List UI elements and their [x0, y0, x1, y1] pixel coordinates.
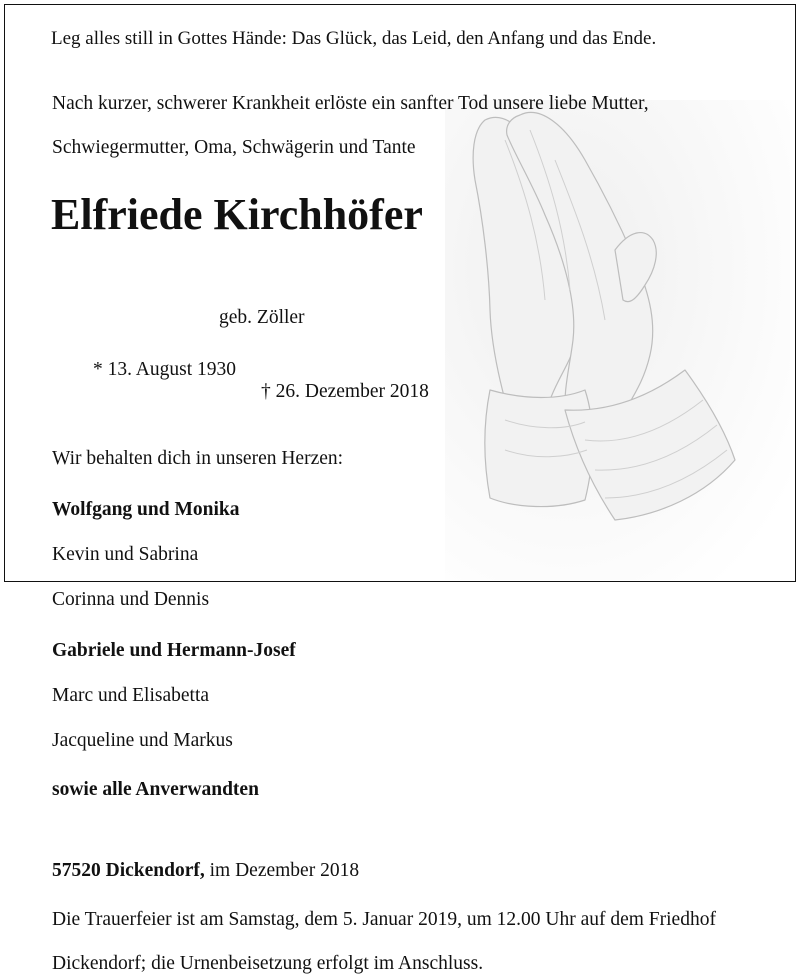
intro-line-1: Nach kurzer, schwerer Krankheit erlöste ein sanfter Tod unsere liebe Mutter, — [52, 93, 649, 114]
place-date: im Dezember 2018 — [209, 860, 360, 881]
quote-line: Leg alles still in Gottes Hände: Das Glück, das Leid, den Anfang und das Ende. — [51, 28, 657, 49]
family-1-member-1: Kevin und Sabrina — [52, 544, 199, 565]
intro-line-2: Schwiegermutter, Oma, Schwägerin und Tante — [52, 137, 416, 158]
family-1-head: Wolfgang und Monika — [52, 499, 240, 520]
birth-date: * 13. August 1930 — [93, 359, 237, 380]
funeral-line-2: Dickendorf; die Urnenbeisetzung erfolgt im Anschluss. — [52, 953, 484, 974]
family-1-member-2: Corinna und Dennis — [52, 589, 210, 610]
family-2-member-1: Marc und Elisabetta — [52, 685, 210, 706]
mourners-intro: Wir behalten dich in unseren Herzen: — [52, 448, 344, 469]
place-city: 57520 Dickendorf, — [52, 860, 205, 881]
birth-name: geb. Zöller — [219, 307, 305, 328]
funeral-line-1: Die Trauerfeier ist am Samstag, dem 5. Januar 2019, um 12.00 Uhr auf dem Friedhof — [52, 909, 716, 930]
relatives-line: sowie alle Anverwandten — [52, 779, 259, 800]
obituary-notice — [4, 4, 796, 974]
place-date-line — [52, 860, 800, 882]
death-date: † 26. Dezember 2018 — [261, 381, 429, 402]
family-2-member-2: Jacqueline und Markus — [52, 730, 233, 751]
family-2-head: Gabriele und Hermann-Josef — [52, 640, 296, 661]
deceased-name: Elfriede Kirchhöfer — [51, 190, 423, 239]
